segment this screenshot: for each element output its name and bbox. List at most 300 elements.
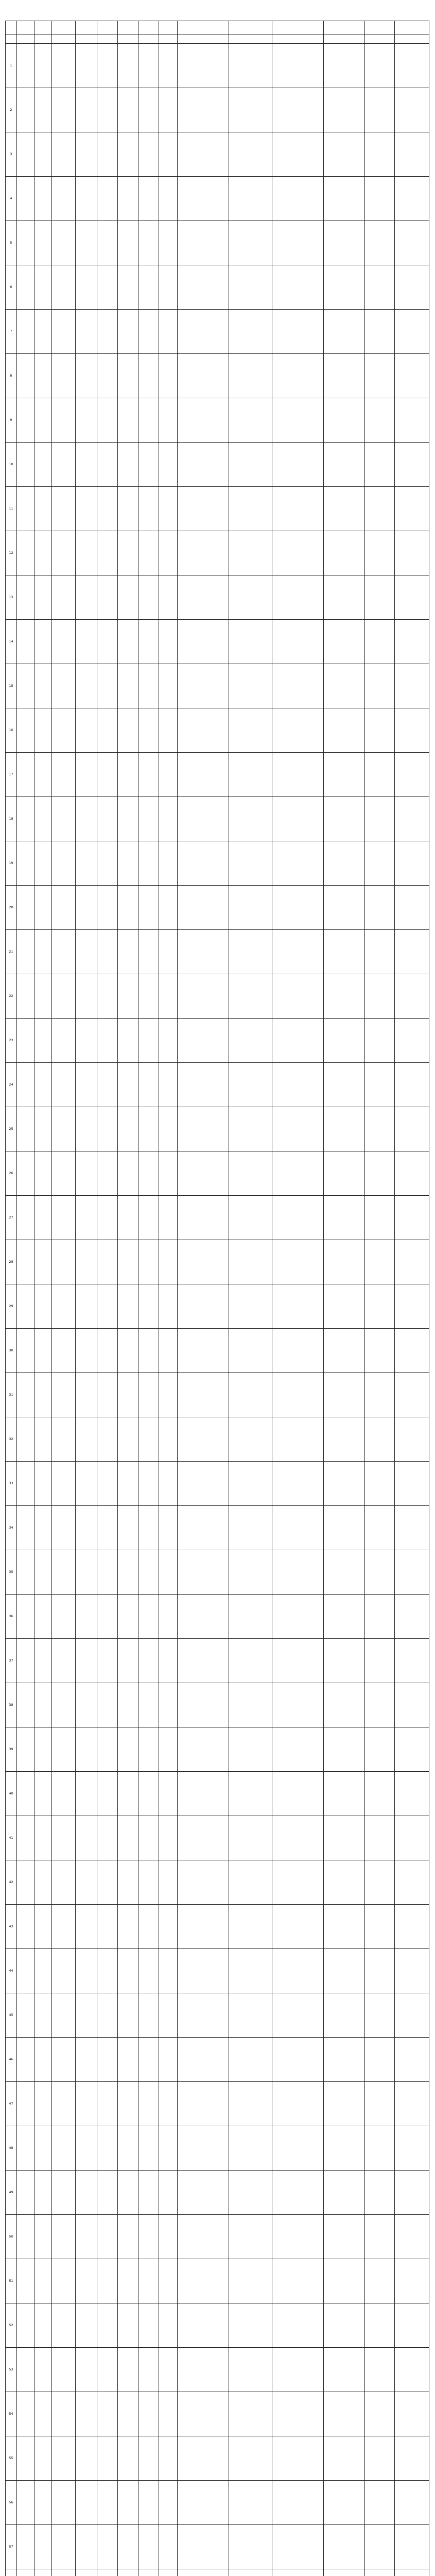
table-cell <box>159 886 178 930</box>
table-cell <box>34 1196 52 1240</box>
table-cell <box>178 2348 229 2392</box>
table-cell <box>159 132 178 177</box>
table-cell <box>395 2303 429 2348</box>
table-cell <box>272 2303 324 2348</box>
table-cell <box>229 664 272 708</box>
table-cell <box>365 1595 395 1639</box>
table-cell <box>272 1284 324 1329</box>
table-cell <box>138 1993 159 2038</box>
table-cell <box>118 2126 138 2171</box>
table-cell <box>178 797 229 841</box>
table-cell <box>118 1816 138 1860</box>
table-cell <box>34 2171 52 2215</box>
table-cell <box>365 708 395 753</box>
table-cell <box>395 2082 429 2126</box>
table-cell <box>97 1993 118 2038</box>
table-cell <box>34 177 52 221</box>
table-cell <box>229 2171 272 2215</box>
table-cell <box>138 2569 159 2576</box>
row-number: 10 <box>6 443 17 487</box>
table-cell <box>395 398 429 443</box>
table-cell <box>178 2038 229 2082</box>
table-cell <box>76 575 97 620</box>
table-cell <box>272 2126 324 2171</box>
table-cell <box>395 44 429 88</box>
table-cell <box>365 1683 395 1727</box>
table-cell <box>229 2038 272 2082</box>
table-cell <box>178 2259 229 2303</box>
table-cell <box>118 886 138 930</box>
table-cell <box>272 797 324 841</box>
table-cell <box>34 797 52 841</box>
table-cell <box>52 1019 76 1063</box>
table-cell <box>34 620 52 664</box>
table-cell <box>118 88 138 132</box>
row-number: 55 <box>6 2436 17 2481</box>
table-cell <box>395 886 429 930</box>
table-cell <box>52 708 76 753</box>
table-cell <box>395 1816 429 1860</box>
table-cell <box>324 1373 365 1417</box>
table-row <box>6 2481 429 2525</box>
table-cell <box>178 487 229 531</box>
table-cell <box>17 221 34 265</box>
table-cell <box>229 2392 272 2436</box>
table-cell <box>118 2215 138 2259</box>
table-cell <box>272 664 324 708</box>
table-cell <box>365 398 395 443</box>
table-cell <box>365 1860 395 1905</box>
table-cell <box>272 1196 324 1240</box>
table-cell <box>118 2481 138 2525</box>
table-cell <box>97 664 118 708</box>
table-cell <box>178 886 229 930</box>
table-cell <box>52 664 76 708</box>
row-number: 51 <box>6 2259 17 2303</box>
table-cell <box>118 487 138 531</box>
table-cell <box>229 88 272 132</box>
table-cell <box>97 1550 118 1595</box>
table-cell <box>324 620 365 664</box>
table-cell <box>272 1905 324 1949</box>
table-row <box>6 1373 429 1417</box>
table-cell <box>159 1284 178 1329</box>
table-cell <box>76 1240 97 1284</box>
table-cell <box>178 1019 229 1063</box>
table-cell <box>34 1993 52 2038</box>
table-cell <box>17 2481 34 2525</box>
table-cell <box>138 1860 159 1905</box>
table-cell <box>118 2436 138 2481</box>
row-number: 32 <box>6 1417 17 1462</box>
table-cell <box>178 398 229 443</box>
column-header <box>34 21 52 35</box>
table-row <box>6 1639 429 1683</box>
table-cell <box>52 974 76 1019</box>
column-header <box>272 35 324 44</box>
table-cell <box>34 1816 52 1860</box>
table-cell <box>97 531 118 575</box>
table-cell <box>17 1860 34 1905</box>
table-cell <box>138 1949 159 1993</box>
table-cell <box>365 797 395 841</box>
table-cell <box>324 2259 365 2303</box>
table-cell <box>97 2082 118 2126</box>
table-cell <box>229 886 272 930</box>
table-cell <box>52 265 76 310</box>
table-cell <box>52 2392 76 2436</box>
table-cell <box>159 1727 178 1772</box>
column-header <box>6 21 17 35</box>
table-cell <box>324 1417 365 1462</box>
table-cell <box>324 2303 365 2348</box>
header-row <box>6 21 429 35</box>
table-cell <box>52 443 76 487</box>
table-cell <box>395 265 429 310</box>
table-cell <box>34 487 52 531</box>
table-cell <box>229 265 272 310</box>
table-cell <box>159 177 178 221</box>
table-cell <box>229 1506 272 1550</box>
table-cell <box>52 2038 76 2082</box>
table-cell <box>97 487 118 531</box>
table-row <box>6 487 429 531</box>
column-header <box>97 35 118 44</box>
table-cell <box>272 2171 324 2215</box>
table-cell <box>97 443 118 487</box>
row-number: 17 <box>6 753 17 797</box>
table-cell <box>159 2436 178 2481</box>
table-cell <box>118 575 138 620</box>
table-cell <box>97 1284 118 1329</box>
row-number: 21 <box>6 930 17 974</box>
table-cell <box>52 177 76 221</box>
table-cell <box>395 2481 429 2525</box>
table-cell <box>52 2126 76 2171</box>
table-row <box>6 221 429 265</box>
table-cell <box>76 1107 97 1151</box>
table-cell <box>324 1949 365 1993</box>
table-cell <box>52 1949 76 1993</box>
table-cell <box>52 2082 76 2126</box>
table-cell <box>272 1107 324 1151</box>
table-cell <box>229 930 272 974</box>
table-cell <box>17 886 34 930</box>
table-cell <box>178 44 229 88</box>
table-cell <box>118 1993 138 2038</box>
table-cell <box>97 2215 118 2259</box>
table-cell <box>138 1196 159 1240</box>
table-cell <box>229 575 272 620</box>
table-cell <box>272 2481 324 2525</box>
table-cell <box>118 2525 138 2569</box>
table-cell <box>97 1860 118 1905</box>
table-row <box>6 1683 429 1727</box>
table-cell <box>324 974 365 1019</box>
table-cell <box>159 1860 178 1905</box>
table-cell <box>138 1063 159 1107</box>
table-cell <box>118 1462 138 1506</box>
table-cell <box>324 841 365 886</box>
table-cell <box>395 1151 429 1196</box>
table-cell <box>76 2038 97 2082</box>
table-cell <box>272 2259 324 2303</box>
table-cell <box>178 531 229 575</box>
row-number: 33 <box>6 1462 17 1506</box>
table-cell <box>34 2481 52 2525</box>
table-cell <box>365 1196 395 1240</box>
table-cell <box>365 1949 395 1993</box>
table-cell <box>365 2082 395 2126</box>
table-cell <box>118 1373 138 1417</box>
table-cell <box>395 620 429 664</box>
table-cell <box>138 2436 159 2481</box>
table-cell <box>229 1063 272 1107</box>
table-cell <box>76 930 97 974</box>
table-cell <box>76 1506 97 1550</box>
table-cell <box>178 1595 229 1639</box>
table-cell <box>97 1816 118 1860</box>
table-cell <box>52 841 76 886</box>
table-cell <box>17 2215 34 2259</box>
table-cell <box>395 708 429 753</box>
table-cell <box>138 531 159 575</box>
table-cell <box>178 1284 229 1329</box>
table-cell <box>324 2392 365 2436</box>
table-cell <box>395 1373 429 1417</box>
table-cell <box>138 2126 159 2171</box>
table-cell <box>34 708 52 753</box>
row-number: 52 <box>6 2303 17 2348</box>
table-cell <box>324 2082 365 2126</box>
table-cell <box>272 2436 324 2481</box>
table-cell <box>365 443 395 487</box>
table-cell <box>138 797 159 841</box>
table-cell <box>395 575 429 620</box>
table-cell <box>159 753 178 797</box>
table-cell <box>52 2259 76 2303</box>
table-cell <box>138 1506 159 1550</box>
table-cell <box>76 1683 97 1727</box>
table-cell <box>76 886 97 930</box>
table-cell <box>324 1196 365 1240</box>
column-header <box>76 35 97 44</box>
table-cell <box>76 2569 97 2576</box>
table-cell <box>52 1595 76 1639</box>
table-cell <box>324 2215 365 2259</box>
table-cell <box>395 487 429 531</box>
table-cell <box>365 531 395 575</box>
table-cell <box>272 974 324 1019</box>
table-cell <box>97 2436 118 2481</box>
table-cell <box>395 2171 429 2215</box>
table-cell <box>229 2303 272 2348</box>
row-number: 9 <box>6 398 17 443</box>
table-cell <box>324 2126 365 2171</box>
table-cell <box>118 1683 138 1727</box>
table-body <box>6 44 429 2576</box>
table-cell <box>178 974 229 1019</box>
table-cell <box>118 2392 138 2436</box>
table-cell <box>229 797 272 841</box>
table-cell <box>178 1993 229 2038</box>
table-cell <box>118 2082 138 2126</box>
table-cell <box>272 2038 324 2082</box>
table-cell <box>34 443 52 487</box>
table-row <box>6 1019 429 1063</box>
table-cell <box>17 2259 34 2303</box>
table-row <box>6 265 429 310</box>
table-cell <box>178 354 229 398</box>
table-cell <box>178 1373 229 1417</box>
table-cell <box>365 1240 395 1284</box>
table-cell <box>138 1462 159 1506</box>
table-cell <box>395 1683 429 1727</box>
table-cell <box>76 2436 97 2481</box>
table-cell <box>138 1373 159 1417</box>
table-cell <box>97 265 118 310</box>
table-cell <box>159 797 178 841</box>
table-cell <box>34 974 52 1019</box>
table-cell <box>52 1506 76 1550</box>
table-cell <box>272 1063 324 1107</box>
table-cell <box>52 1683 76 1727</box>
table-cell <box>76 664 97 708</box>
row-number: 26 <box>6 1151 17 1196</box>
table-cell <box>34 1949 52 1993</box>
column-header <box>229 35 272 44</box>
table-row <box>6 1417 429 1462</box>
table-cell <box>34 841 52 886</box>
table-cell <box>229 1993 272 2038</box>
table-cell <box>17 1019 34 1063</box>
table-cell <box>17 708 34 753</box>
column-header <box>178 35 229 44</box>
row-number: 45 <box>6 1993 17 2038</box>
row-number: 19 <box>6 841 17 886</box>
table-cell <box>138 132 159 177</box>
column-header <box>229 21 272 35</box>
table-cell <box>52 1107 76 1151</box>
table-cell <box>76 1019 97 1063</box>
table-cell <box>34 1550 52 1595</box>
table-cell <box>34 1860 52 1905</box>
table-cell <box>52 2171 76 2215</box>
row-number: 6 <box>6 265 17 310</box>
table-cell <box>178 2126 229 2171</box>
table-cell <box>17 1329 34 1373</box>
table-cell <box>159 2171 178 2215</box>
table-cell <box>159 620 178 664</box>
table-cell <box>272 1151 324 1196</box>
table-cell <box>395 354 429 398</box>
table-cell <box>324 443 365 487</box>
table-cell <box>229 1019 272 1063</box>
table-cell <box>324 1240 365 1284</box>
table-row <box>6 2569 429 2576</box>
table-cell <box>97 2348 118 2392</box>
table-cell <box>324 2481 365 2525</box>
table-cell <box>324 1107 365 1151</box>
table-cell <box>17 1107 34 1151</box>
table-cell <box>365 841 395 886</box>
row-number: 2 <box>6 88 17 132</box>
table-cell <box>138 1107 159 1151</box>
table-cell <box>324 44 365 88</box>
table-cell <box>178 1949 229 1993</box>
table-cell <box>159 1019 178 1063</box>
table-cell <box>365 886 395 930</box>
table-cell <box>138 2171 159 2215</box>
table-cell <box>178 841 229 886</box>
table-cell <box>159 974 178 1019</box>
table-cell <box>178 310 229 354</box>
table-cell <box>17 1284 34 1329</box>
table-cell <box>272 2525 324 2569</box>
table-cell <box>17 398 34 443</box>
table-cell <box>97 1727 118 1772</box>
table-cell <box>52 1860 76 1905</box>
table-cell <box>229 1373 272 1417</box>
table-cell <box>76 398 97 443</box>
table-cell <box>365 575 395 620</box>
table-cell <box>76 354 97 398</box>
table-cell <box>365 1816 395 1860</box>
table-cell <box>272 2348 324 2392</box>
table-cell <box>178 2481 229 2525</box>
table-row <box>6 88 429 132</box>
table-cell <box>97 1329 118 1373</box>
table-cell <box>272 1329 324 1373</box>
table-cell <box>138 487 159 531</box>
table-cell <box>34 1151 52 1196</box>
table-cell <box>178 2569 229 2576</box>
table-cell <box>138 575 159 620</box>
table-cell <box>97 1417 118 1462</box>
row-number: 23 <box>6 1019 17 1063</box>
table-cell <box>324 1329 365 1373</box>
table-cell <box>17 1506 34 1550</box>
row-number: 43 <box>6 1905 17 1949</box>
table-cell <box>272 886 324 930</box>
table-cell <box>76 1417 97 1462</box>
table-cell <box>159 1816 178 1860</box>
table-cell <box>178 1417 229 1462</box>
row-number: 47 <box>6 2082 17 2126</box>
table-cell <box>138 753 159 797</box>
table-cell <box>365 1107 395 1151</box>
table-cell <box>76 177 97 221</box>
table-cell <box>17 2348 34 2392</box>
table-cell <box>229 1816 272 1860</box>
table-cell <box>272 1772 324 1816</box>
table-row <box>6 2392 429 2436</box>
table-cell <box>76 1550 97 1595</box>
row-number: 18 <box>6 797 17 841</box>
table-cell <box>159 1462 178 1506</box>
table-cell <box>52 1417 76 1462</box>
table-cell <box>17 1683 34 1727</box>
table-cell <box>395 974 429 1019</box>
table-cell <box>324 1550 365 1595</box>
table-cell <box>97 88 118 132</box>
table-cell <box>76 1860 97 1905</box>
table-cell <box>159 1417 178 1462</box>
table-cell <box>17 1595 34 1639</box>
table-cell <box>17 1772 34 1816</box>
table-cell <box>272 2215 324 2259</box>
table-cell <box>324 1860 365 1905</box>
